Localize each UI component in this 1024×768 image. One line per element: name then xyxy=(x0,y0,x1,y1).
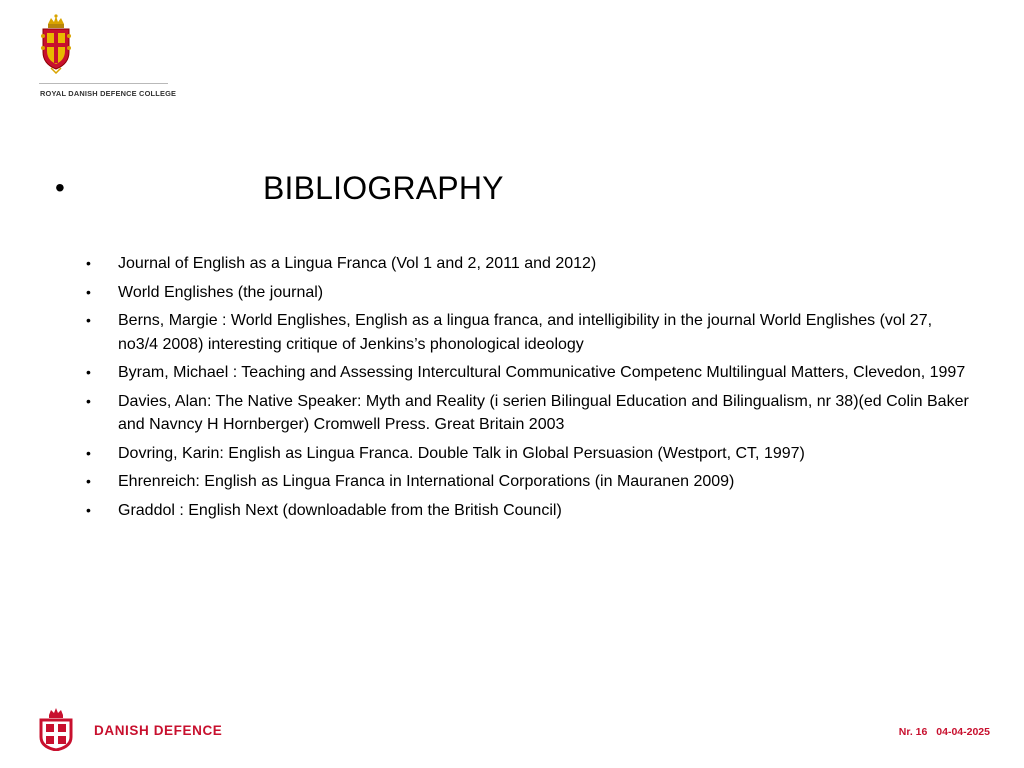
bullet-icon: • xyxy=(86,283,91,300)
bullet-icon: • xyxy=(86,364,91,380)
footer-date: 04-04-2025 xyxy=(936,726,990,738)
title-bullet-icon: • xyxy=(55,172,65,203)
title-row xyxy=(0,168,1024,208)
bullet-icon: • xyxy=(86,473,91,489)
bibliography-item xyxy=(0,309,1024,356)
bibliography-item xyxy=(0,442,1024,466)
bullet-icon: • xyxy=(86,392,91,409)
bibliography-item-text: Dovring, Karin: English as Lingua Franca. Double Talk in Global Persuasion (Westport, CT, 1997) xyxy=(118,444,805,462)
danish-defence-emblem-icon xyxy=(38,707,74,751)
bullet-icon: • xyxy=(86,501,91,518)
danish-defence-logo xyxy=(38,707,223,751)
bibliography-item-text: Byram, Michael : Teaching and Assessing Intercultural Communicative Competenc Multilingual Matters, Clevedon, 1997 xyxy=(118,364,966,381)
bibliography-item-text: Berns, Margie : World Englishes, English as a lingua franca, and intelligibility in the journal World Englishes (vol 27, no3/4 2008) interesting critique of Jenkins’s phonological ideology xyxy=(118,312,933,353)
bibliography-item xyxy=(0,390,1024,437)
bibliography-item-text: Ehrenreich: English as Lingua Franca in International Corporations (in Mauranen 2009) xyxy=(118,473,735,490)
bibliography-item xyxy=(0,499,1024,523)
bullet-icon: • xyxy=(86,312,91,328)
slide-title: BIBLIOGRAPHY xyxy=(263,170,504,206)
bibliography-item xyxy=(0,470,1024,494)
bibliography-item xyxy=(0,252,1024,276)
bullet-icon: • xyxy=(86,255,91,271)
bibliography-item-text: Journal of English as a Lingua Franca (Vol 1 and 2, 2011 and 2012) xyxy=(118,255,597,272)
footer-meta xyxy=(893,726,990,738)
bibliography-item xyxy=(0,361,1024,385)
royal-crest-icon xyxy=(39,14,73,74)
bibliography-item-text: Graddol : English Next (downloadable from the British Council) xyxy=(118,501,562,519)
footer-brand: DANISH DEFENCE xyxy=(94,723,223,738)
bibliography-item xyxy=(0,281,1024,305)
header-divider xyxy=(39,83,168,84)
college-logo xyxy=(36,14,176,98)
bibliography-list xyxy=(0,252,1024,527)
page-number: Nr. 16 xyxy=(898,726,928,738)
bullet-icon: • xyxy=(86,444,91,461)
bibliography-item-text: Davies, Alan: The Native Speaker: Myth and Reality (i serien Bilingual Education and Bilingualism, nr 38)(ed Colin Baker and Navncy H Hornberger) Cromwell Press. Great Britain 2003 xyxy=(118,392,969,433)
college-name: ROYAL DANISH DEFENCE COLLEGE xyxy=(40,89,177,98)
bibliography-item-text: World Englishes (the journal) xyxy=(118,283,324,301)
